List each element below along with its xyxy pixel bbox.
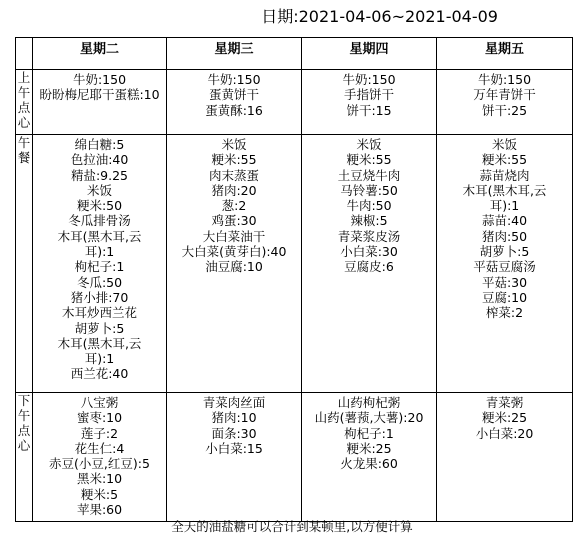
menu-item: 莲子:2 bbox=[80, 425, 119, 441]
menu-cell bbox=[167, 393, 302, 522]
menu-item: 粳米:5 bbox=[80, 486, 119, 502]
menu-item: 枸杞子:1 bbox=[344, 425, 394, 441]
menu-item: 粳米:55 bbox=[211, 152, 257, 168]
menu-item: 青菜肉丝面 bbox=[202, 395, 266, 410]
lunch-row bbox=[16, 135, 573, 393]
menu-item: 平菇:30 bbox=[481, 274, 528, 290]
menu-item: 猪小排:70 bbox=[70, 289, 129, 305]
day-header-wednesday: 星期三 bbox=[167, 38, 302, 70]
menu-item: 面条:30 bbox=[211, 425, 257, 441]
menu-item: 山药枸杞粥 bbox=[337, 395, 401, 410]
menu-item: 色拉油:40 bbox=[70, 152, 129, 168]
day-header-thursday: 星期四 bbox=[302, 38, 437, 70]
menu-item: 木耳(黑木耳,云 bbox=[57, 335, 142, 351]
menu-item: 耳):1 bbox=[489, 198, 520, 214]
menu-item: 平菇豆腐汤 bbox=[473, 259, 536, 275]
menu-item: 米饭 bbox=[491, 137, 517, 152]
menu-cell bbox=[437, 393, 573, 522]
menu-cell bbox=[33, 135, 167, 393]
menu-item: 赤豆(小豆,红豆):5 bbox=[49, 456, 150, 472]
menu-item: 木耳(黑木耳,云 bbox=[57, 228, 142, 244]
menu-item: 葱:2 bbox=[221, 198, 247, 214]
menu-item: 猪肉:20 bbox=[211, 182, 257, 198]
menu-item: 绵白糖:5 bbox=[74, 137, 125, 152]
menu-item: 枸杞子:1 bbox=[74, 259, 125, 275]
menu-item: 青菜浆皮汤 bbox=[337, 228, 401, 244]
footer-note: 全天的油盐糖可以合计到某顿里,以方便计算 bbox=[171, 519, 413, 534]
menu-cell bbox=[437, 135, 573, 393]
menu-item: 猪肉:10 bbox=[211, 410, 257, 426]
menu-item: 粳米:25 bbox=[481, 410, 528, 426]
date-range: 日期:2021-04-06~2021-04-09 bbox=[261, 7, 498, 26]
menu-item: 粳米:25 bbox=[346, 440, 392, 456]
period-label-lunch: 午餐 bbox=[16, 135, 33, 393]
menu-cell bbox=[167, 70, 302, 135]
menu-item: 小白菜:15 bbox=[205, 440, 263, 456]
menu-item: 耳):1 bbox=[84, 351, 115, 367]
menu-item: 牛奶:150 bbox=[342, 72, 396, 87]
menu-cell bbox=[33, 393, 167, 522]
menu-item: 胡萝卜:5 bbox=[479, 244, 530, 260]
corner-cell bbox=[16, 38, 33, 70]
menu-item: 蒜苗:40 bbox=[481, 213, 528, 229]
menu-item: 小白菜:20 bbox=[475, 425, 534, 441]
menu-item: 胡萝卜:5 bbox=[74, 320, 125, 336]
day-header-tuesday: 星期二 bbox=[33, 38, 167, 70]
afternoon-snack-row bbox=[16, 393, 573, 522]
menu-item: 饼干:25 bbox=[481, 102, 528, 118]
menu-item: 青菜粥 bbox=[485, 395, 524, 410]
menu-item: 八宝粥 bbox=[80, 395, 119, 410]
menu-item: 牛奶:150 bbox=[477, 72, 532, 87]
menu-item: 粳米:50 bbox=[76, 198, 123, 214]
menu-item: 粳米:55 bbox=[481, 152, 528, 168]
menu-item: 耳):1 bbox=[84, 244, 115, 260]
menu-item: 鸡蛋:30 bbox=[211, 213, 257, 229]
menu-item: 米饭 bbox=[356, 137, 382, 152]
menu-cell bbox=[33, 70, 167, 135]
menu-item: 木耳炒西兰花 bbox=[61, 305, 137, 321]
menu-item: 冬瓜:50 bbox=[76, 274, 123, 290]
menu-item: 豆腐:10 bbox=[481, 289, 528, 305]
menu-item: 粳米:55 bbox=[346, 152, 392, 168]
menu-item: 豆腐皮:6 bbox=[344, 259, 394, 275]
menu-item: 米饭 bbox=[221, 137, 247, 152]
period-label-afternoon-snack: 下午点心 bbox=[16, 393, 33, 522]
menu-item: 山药(薯蓣,大薯):20 bbox=[314, 410, 424, 426]
menu-item: 土豆烧牛肉 bbox=[337, 167, 401, 183]
menu-item: 黑米:10 bbox=[76, 471, 123, 487]
menu-cell bbox=[302, 393, 437, 522]
menu-item: 牛肉:50 bbox=[346, 198, 392, 214]
menu-item: 蛋黄酥:16 bbox=[205, 102, 263, 118]
menu-item: 万年青饼干 bbox=[473, 87, 536, 103]
menu-item: 牛奶:150 bbox=[72, 72, 127, 87]
menu-item: 西兰花:40 bbox=[70, 366, 129, 382]
menu-item: 油豆腐:10 bbox=[205, 259, 263, 275]
menu-item: 猪肉:50 bbox=[481, 228, 528, 244]
menu-item: 辣椒:5 bbox=[350, 213, 388, 229]
menu-item: 马铃薯:50 bbox=[340, 182, 398, 198]
menu-item: 肉末蒸蛋 bbox=[208, 167, 259, 183]
menu-item: 精盐:9.25 bbox=[70, 167, 129, 183]
menu-item: 米饭 bbox=[86, 182, 112, 198]
menu-item: 木耳(黑木耳,云 bbox=[462, 182, 547, 198]
menu-item: 苹果:60 bbox=[76, 502, 123, 518]
weekly-menu-table bbox=[15, 37, 573, 522]
menu-item: 火龙果:60 bbox=[340, 456, 398, 472]
menu-item: 蜜枣:10 bbox=[76, 410, 123, 426]
menu-item: 盼盼梅尼耶干蛋糕:10 bbox=[39, 87, 160, 103]
menu-item: 蒜苗烧肉 bbox=[479, 167, 530, 183]
menu-item: 大白菜(黄芽白):40 bbox=[181, 244, 287, 260]
menu-item: 牛奶:150 bbox=[207, 72, 261, 87]
menu-cell bbox=[302, 135, 437, 393]
menu-cell bbox=[302, 70, 437, 135]
menu-cell bbox=[167, 135, 302, 393]
menu-item: 榨菜:2 bbox=[485, 305, 524, 321]
menu-item: 手指饼干 bbox=[343, 87, 394, 103]
day-header-friday: 星期五 bbox=[437, 38, 573, 70]
header-row bbox=[16, 38, 573, 70]
menu-item: 冬瓜排骨汤 bbox=[68, 213, 131, 229]
morning-snack-row bbox=[16, 70, 573, 135]
menu-item: 饼干:15 bbox=[346, 102, 392, 118]
menu-cell bbox=[437, 70, 573, 135]
menu-item: 蛋黄饼干 bbox=[208, 87, 259, 103]
menu-item: 花生仁:4 bbox=[74, 440, 125, 456]
menu-item: 大白菜油干 bbox=[202, 228, 266, 244]
menu-item: 小白菜:30 bbox=[340, 244, 398, 260]
period-label-morning-snack: 上午点心 bbox=[16, 70, 33, 135]
